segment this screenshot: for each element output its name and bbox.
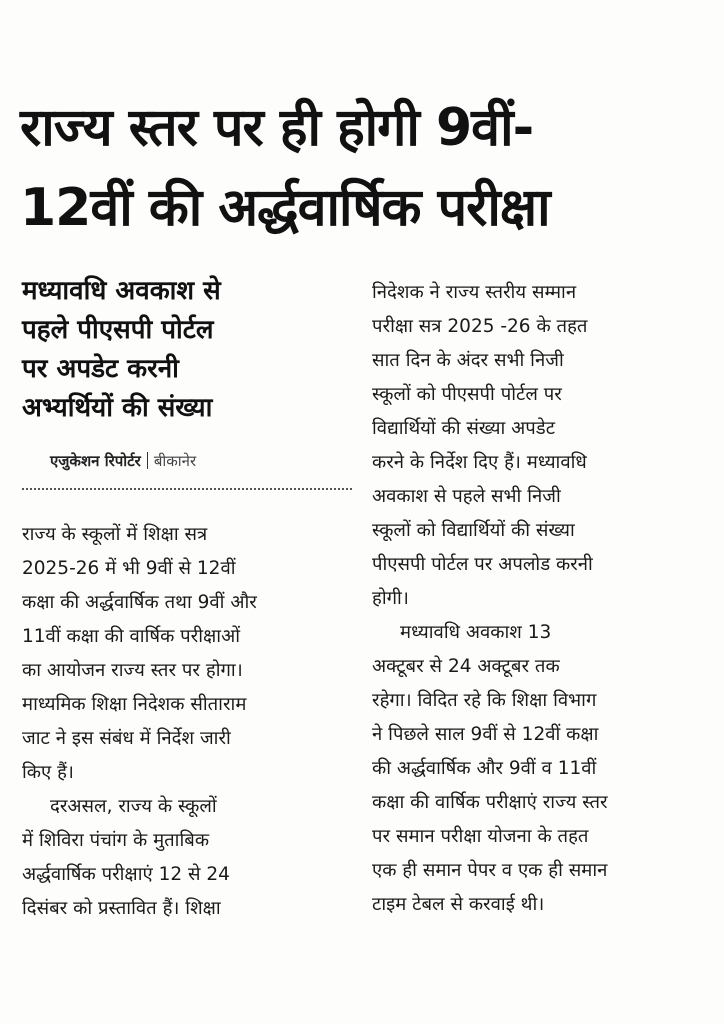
body-line: दिसंबर को प्रस्तावित हैं। शिक्षा: [22, 898, 221, 919]
subheadline-line: पर अपडेट करनी: [22, 354, 179, 384]
byline-reporter: एजुकेशन रिपोर्टर: [50, 452, 141, 470]
body-line: किए हैं।: [22, 762, 74, 783]
body-line: पर समान परीक्षा योजना के तहत: [372, 826, 589, 847]
headline-line-1: राज्य स्तर पर ही होगी 9वीं-: [20, 98, 534, 158]
body-line: 11वीं कक्षा की वार्षिक परीक्षाओं: [22, 626, 241, 647]
byline-location: बीकानेर: [153, 452, 197, 470]
body-line: परीक्षा सत्र 2025 -26 के तहत: [372, 316, 588, 337]
body-line: स्कूलों को विद्यार्थियों की संख्या: [372, 520, 575, 541]
subheadline-line: पहले पीएसपी पोर्टल: [22, 315, 214, 345]
body-line: की अर्द्धवार्षिक और 9वीं व 11वीं: [372, 758, 597, 779]
subheadline: [22, 272, 352, 428]
body-line: टाइम टेबल से करवाई थी।: [372, 894, 545, 915]
subheadline-line: अभ्यर्थियों की संख्या: [22, 393, 213, 423]
body-line: पीएसपी पोर्टल पर अपलोड करनी: [372, 554, 593, 575]
body-line: राज्य के स्कूलों में शिक्षा सत्र: [22, 524, 208, 545]
right-column-body: [372, 276, 702, 922]
body-line: होगी।: [372, 588, 409, 609]
body-line: माध्यमिक शिक्षा निदेशक सीताराम: [22, 694, 247, 715]
body-line: अक्टूबर से 24 अक्टूबर तक: [372, 656, 560, 677]
body-line: ने पिछले साल 9वीं से 12वीं कक्षा: [372, 724, 599, 745]
left-column: [22, 272, 352, 926]
body-line: रहेगा। विदित रहे कि शिक्षा विभाग: [372, 690, 597, 711]
subheadline-line: मध्यावधि अवकाश से: [22, 276, 221, 306]
dotted-divider: [22, 488, 352, 490]
body-line: दरअसल, राज्य के स्कूलों: [50, 796, 217, 817]
body-line: अर्द्धवार्षिक परीक्षाएं 12 से 24: [22, 864, 230, 885]
body-line: का आयोजन राज्य स्तर पर होगा।: [22, 660, 243, 681]
body-line: कक्षा की अर्द्धवार्षिक तथा 9वीं और: [22, 592, 257, 613]
left-column-body: [22, 518, 352, 926]
body-line: सात दिन के अंदर सभी निजी: [372, 350, 564, 371]
right-column: [372, 276, 702, 922]
body-line: विद्यार्थियों की संख्या अपडेट: [372, 418, 556, 439]
body-line: जाट ने इस संबंध में निर्देश जारी: [22, 728, 231, 749]
body-line: 2025-26 में भी 9वीं से 12वीं: [22, 558, 236, 579]
body-line: स्कूलों को पीएसपी पोर्टल पर: [372, 384, 562, 405]
headline: [20, 88, 710, 248]
byline: [50, 450, 352, 472]
body-line: कक्षा की वार्षिक परीक्षाएं राज्य स्तर: [372, 792, 608, 813]
body-line: मध्यावधि अवकाश 13: [400, 622, 552, 643]
body-line: एक ही समान पेपर व एक ही समान: [372, 860, 608, 881]
body-line: निदेशक ने राज्य स्तरीय सम्मान: [372, 282, 577, 303]
body-line: अवकाश से पहले सभी निजी: [372, 486, 561, 507]
byline-separator: [147, 452, 148, 469]
body-line: में शिविरा पंचांग के मुताबिक: [22, 830, 210, 851]
headline-line-2: 12वीं की अर्द्धवार्षिक परीक्षा: [20, 178, 550, 238]
body-line: करने के निर्देश दिए हैं। मध्यावधि: [372, 452, 587, 473]
